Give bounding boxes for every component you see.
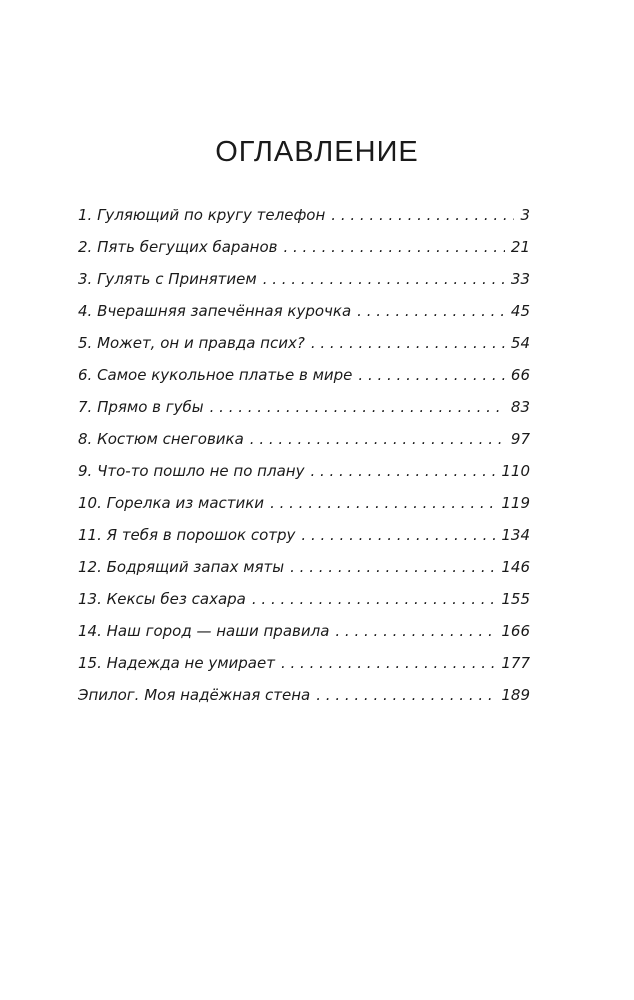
toc-entry-label: 4. Вчерашняя запечённая курочка — [78, 302, 352, 320]
toc-entry-page: 21 — [510, 238, 530, 256]
toc-entry-label: 1. Гуляющий по кругу телефон — [78, 206, 326, 224]
toc-entry-label: 6. Самое кукольное платье в мире — [78, 366, 353, 384]
toc-entry-page: 97 — [510, 430, 530, 448]
toc-entry — [78, 526, 530, 558]
toc-entry-page: 66 — [510, 366, 530, 384]
toc-entry-page: 177 — [501, 654, 530, 672]
toc-entry — [78, 462, 530, 494]
toc-dot-leader — [270, 494, 495, 512]
toc-entry-label: 8. Костюм снеговика — [78, 430, 244, 448]
toc-entry — [78, 302, 530, 334]
toc-entry — [78, 622, 530, 654]
toc-dot-leader — [335, 622, 495, 640]
toc-entry-page: 134 — [501, 526, 530, 544]
toc-entry — [78, 366, 530, 398]
toc-entry-page: 189 — [501, 686, 530, 704]
toc-entry-label: 10. Горелка из мастики — [78, 494, 265, 512]
toc-entry-page: 155 — [501, 590, 530, 608]
toc-dot-leader — [263, 270, 505, 288]
toc-dot-leader — [290, 558, 495, 576]
toc-dot-leader — [252, 590, 495, 608]
toc-entry-label: 14. Наш город — наши правила — [78, 622, 330, 640]
toc-entry-label: 11. Я тебя в порошок сотру — [78, 526, 296, 544]
toc-entry-label: 9. Что-то пошло не по плану — [78, 462, 305, 480]
toc-entry — [78, 334, 530, 366]
toc-entry-label: 15. Надежда не умирает — [78, 654, 275, 672]
toc-entry-page: 166 — [501, 622, 530, 640]
toc-entry-label: 3. Гулять с Принятием — [78, 270, 257, 288]
toc-entry-label: 2. Пять бегущих баранов — [78, 238, 278, 256]
toc-dot-leader — [311, 334, 505, 352]
toc-entry-label: 13. Кексы без сахара — [78, 590, 246, 608]
toc-dot-leader — [210, 398, 505, 416]
toc-dot-leader — [358, 366, 505, 384]
toc-entry-label: 12. Бодрящий запах мяты — [78, 558, 285, 576]
toc-entry — [78, 686, 530, 718]
toc-entry-page: 83 — [510, 398, 530, 416]
toc-entry-page: 3 — [520, 206, 530, 224]
toc-entry-page: 33 — [510, 270, 530, 288]
toc-entry-page: 119 — [501, 494, 530, 512]
toc-dot-leader — [250, 430, 505, 448]
toc-dot-leader — [283, 238, 504, 256]
toc-dot-leader — [301, 526, 495, 544]
toc-entry-label: 7. Прямо в губы — [78, 398, 204, 416]
toc-entry-label: Эпилог. Моя надёжная стена — [78, 686, 311, 704]
table-of-contents — [78, 206, 530, 718]
toc-entry — [78, 430, 530, 462]
toc-entry — [78, 654, 530, 686]
toc-entry — [78, 270, 530, 302]
toc-entry-page: 146 — [501, 558, 530, 576]
toc-entry — [78, 590, 530, 622]
toc-entry-page: 54 — [510, 334, 530, 352]
toc-entry — [78, 206, 530, 238]
toc-dot-leader — [331, 206, 514, 224]
toc-entry — [78, 558, 530, 590]
toc-dot-leader — [310, 462, 495, 480]
toc-dot-leader — [357, 302, 505, 320]
toc-entry — [78, 398, 530, 430]
toc-entry-page: 110 — [501, 462, 530, 480]
page-title: ОГЛАВЛЕНИЕ — [215, 136, 419, 168]
toc-entry — [78, 494, 530, 526]
toc-entry-label: 5. Может, он и правда псих? — [78, 334, 305, 352]
toc-dot-leader — [281, 654, 495, 672]
toc-entry-page: 45 — [510, 302, 530, 320]
toc-entry — [78, 238, 530, 270]
toc-dot-leader — [316, 686, 495, 704]
